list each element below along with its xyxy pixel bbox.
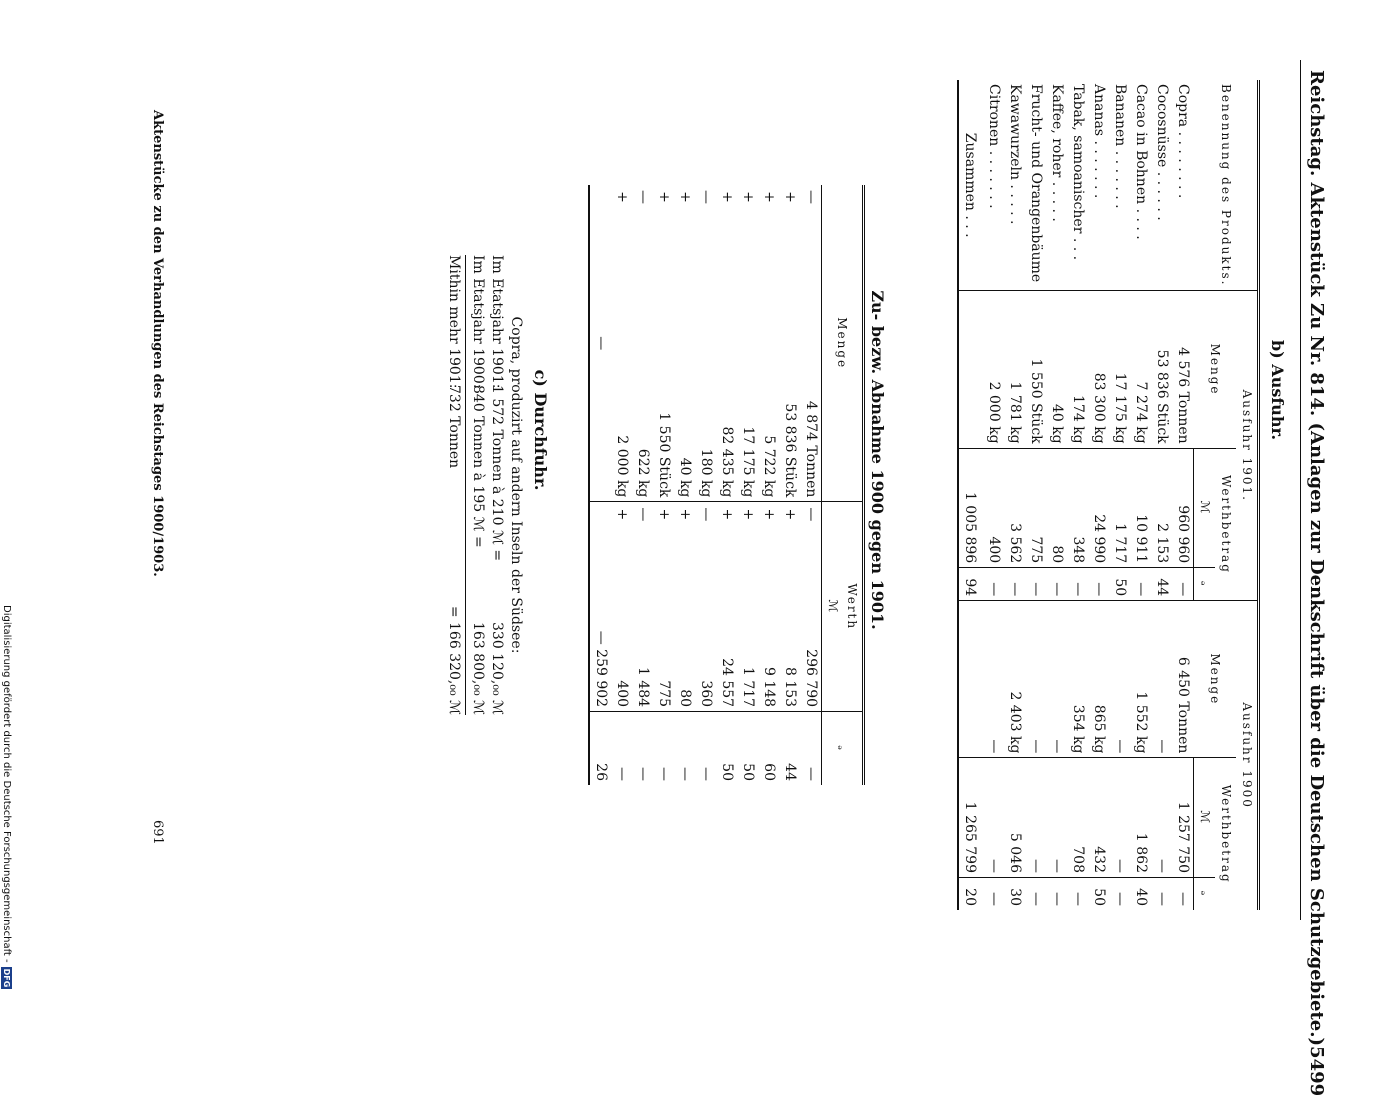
table-row xyxy=(983,80,1004,910)
value-pf-1900: — xyxy=(1151,878,1172,911)
table-row xyxy=(1109,80,1130,910)
value-change-mark: 80 xyxy=(677,689,693,708)
value-mark-1900: 1 257 750 xyxy=(1172,758,1194,878)
table-row xyxy=(1088,80,1109,910)
value-change-mark: 8 153 xyxy=(782,666,798,708)
quantity-1901: 40 kg xyxy=(1046,291,1067,448)
value-sign: + xyxy=(674,502,695,527)
transit-result-amount: = 166 320,₀₀ ℳ xyxy=(446,605,462,715)
product-name: Kawawurzeln . . . . . xyxy=(1007,84,1023,225)
value-pf-1901: — xyxy=(1004,568,1025,601)
quantity-1900: 6 450 Tonnen xyxy=(1172,601,1194,758)
empty-cell xyxy=(958,291,983,448)
quantity-1900: — xyxy=(983,601,1004,758)
value-mark-1900: — xyxy=(1046,758,1067,878)
export-table-body xyxy=(958,80,1194,910)
value-pf-1901: — xyxy=(1130,568,1151,601)
total-mark-1901: 1 005 896 xyxy=(958,448,983,568)
value-mark-1901: 960 960 xyxy=(1172,448,1194,568)
value-sign: + xyxy=(737,502,758,527)
transit-line-amount: 163 800,₀₀ ℳ xyxy=(470,622,486,715)
value-change-pf: — xyxy=(695,712,716,785)
value-change-mark: 1 484 xyxy=(635,666,651,708)
table-row xyxy=(758,185,779,785)
transit-line-label: Im Etatsjahr 1901: xyxy=(489,255,505,389)
quantity-change: 1 550 Stück xyxy=(656,412,672,498)
footer-page-number: 691 xyxy=(150,820,165,845)
group-1901: Ausfuhr 1901. xyxy=(1236,291,1259,601)
value-pf-1901: 50 xyxy=(1109,568,1130,601)
digitization-note xyxy=(0,605,14,995)
page-header xyxy=(1305,70,1327,1096)
value-change-pf: — xyxy=(632,712,653,785)
empty-cell xyxy=(958,601,983,758)
transit-line-calc: 840 Tonnen à 195 ℳ = xyxy=(470,385,486,548)
value-pf-1900: 30 xyxy=(1004,878,1025,911)
quantity-change: 82 435 kg xyxy=(719,426,735,498)
quantity-1901: 1 550 Stück xyxy=(1025,291,1046,448)
value-change-pf: 60 xyxy=(758,712,779,785)
quantity-change: 17 175 kg xyxy=(740,426,756,498)
value-mark-1900: 1 862 xyxy=(1130,758,1151,878)
product-name: Kaffee, roher . . . . . xyxy=(1049,84,1065,222)
transit-line xyxy=(487,255,506,715)
quantity-1900: — xyxy=(1025,601,1046,758)
value-change-mark: 296 790 xyxy=(803,649,819,708)
quantity-1900: 354 kg xyxy=(1067,601,1088,758)
quantity-change: 40 kg xyxy=(677,457,693,498)
total-pf-1900: 20 xyxy=(958,878,983,911)
value-mark-1901: 80 xyxy=(1046,448,1067,568)
section-title-change: Zu- bezw. Abnahme 1900 gegen 1901. xyxy=(868,290,887,630)
col-menge-1900: Menge xyxy=(1194,601,1237,758)
quantity-sign: — xyxy=(635,190,651,204)
table-row xyxy=(1025,80,1046,910)
total-pf-1901: 94 xyxy=(958,568,983,601)
section-title-export: b) Ausfuhr. xyxy=(1268,339,1287,441)
product-name: Ananas . . . . . . . xyxy=(1091,84,1107,199)
table-row xyxy=(1067,80,1088,910)
total-quantity-change: — xyxy=(593,336,609,351)
change-unit-mark: ℳ xyxy=(826,599,840,615)
value-mark-1900: — xyxy=(1025,758,1046,878)
value-pf-1900: 50 xyxy=(1088,878,1109,911)
table-row xyxy=(1172,80,1194,910)
col-menge-1901: Menge xyxy=(1194,291,1237,448)
total-row xyxy=(589,185,611,785)
value-mark-1901: 775 xyxy=(1025,448,1046,568)
group-1900: Ausfuhr 1900 xyxy=(1236,601,1259,910)
quantity-1900: 865 kg xyxy=(1088,601,1109,758)
value-sign: — xyxy=(800,502,822,527)
quantity-change: 2 000 kg xyxy=(614,435,630,498)
value-change-pf: 44 xyxy=(779,712,800,785)
table-row xyxy=(695,185,716,785)
value-mark-1901: 10 911 xyxy=(1130,448,1151,568)
transit-block xyxy=(444,255,525,715)
col-change-menge: Menge xyxy=(822,185,864,502)
value-change-mark: 775 xyxy=(656,680,672,708)
value-mark-1901: 3 562 xyxy=(1004,448,1025,568)
quantity-sign: + xyxy=(761,191,777,203)
value-change-mark: 400 xyxy=(614,680,630,708)
digitization-text: Digitalisierung gefördert durch die Deutsche Forschungsgemeinschaft - xyxy=(1,605,13,963)
table-row xyxy=(1004,80,1025,910)
value-pf-1900: — xyxy=(1046,878,1067,911)
value-pf-1901: — xyxy=(983,568,1004,601)
value-mark-1900: — xyxy=(1109,758,1130,878)
value-change-pf: — xyxy=(653,712,674,785)
table-row xyxy=(800,185,822,785)
quantity-change: 4 874 Tonnen xyxy=(803,400,819,498)
quantity-sign: + xyxy=(740,191,756,203)
quantity-sign: — xyxy=(803,190,819,204)
change-table xyxy=(588,185,865,785)
value-sign: + xyxy=(758,502,779,527)
transit-line xyxy=(468,255,487,715)
quantity-1900: 1 552 kg xyxy=(1130,601,1151,758)
quantity-1900: 2 403 kg xyxy=(1004,601,1025,758)
table-row xyxy=(737,185,758,785)
product-name: Bananen . . . . . . . xyxy=(1112,84,1128,209)
value-change-pf: — xyxy=(800,712,822,785)
value-mark-1900: 5 046 xyxy=(1004,758,1025,878)
unit-mark-1900: ℳ xyxy=(1194,758,1216,878)
unit-mark-1901: ℳ xyxy=(1194,448,1216,568)
col-werth-1900: Werthbetrag xyxy=(1215,758,1236,910)
value-pf-1901: — xyxy=(1046,568,1067,601)
transit-line-calc: 1 572 Tonnen à 210 ℳ = xyxy=(489,385,505,562)
quantity-sign: — xyxy=(698,190,714,204)
table-row xyxy=(653,185,674,785)
transit-result-qty: 732 Tonnen xyxy=(446,385,462,469)
value-pf-1900: — xyxy=(1025,878,1046,911)
value-change-pf: 50 xyxy=(737,712,758,785)
quantity-1900: — xyxy=(1046,601,1067,758)
quantity-change: 180 kg xyxy=(698,448,714,498)
unit-pf-1901: ₔ xyxy=(1194,568,1216,601)
product-name: Frucht- und Orangenbäume xyxy=(1028,84,1044,283)
value-mark-1901: 1 717 xyxy=(1109,448,1130,568)
total-label: Zusammen . . . xyxy=(962,132,978,238)
quantity-change: 5 722 kg xyxy=(761,435,777,498)
dfg-logo: DFG xyxy=(2,968,12,988)
col-product: Benennung des Produkts. xyxy=(1218,84,1233,287)
table-row xyxy=(716,185,737,785)
value-sign: + xyxy=(779,502,800,527)
value-mark-1900: — xyxy=(983,758,1004,878)
quantity-sign: + xyxy=(614,191,630,203)
value-change-mark: 9 148 xyxy=(761,666,777,708)
table-row xyxy=(779,185,800,785)
section-title-transit: c) Durchfuhr. xyxy=(531,369,550,491)
transit-line-amount: 330 120,₀₀ ℳ xyxy=(489,622,505,715)
value-pf-1900: — xyxy=(1067,878,1088,911)
value-mark-1900: 432 xyxy=(1088,758,1109,878)
table-row xyxy=(611,185,632,785)
document-page xyxy=(45,0,1345,1096)
quantity-1901: 2 000 kg xyxy=(983,291,1004,448)
col-change-werth: Werth xyxy=(845,583,859,631)
value-pf-1901: — xyxy=(1025,568,1046,601)
quantity-change: 53 836 Stück xyxy=(782,403,798,498)
value-change-mark: 1 717 xyxy=(740,666,756,708)
value-sign: + xyxy=(653,502,674,527)
footer-series-title: Aktenstücke zu den Verhandlungen des Reichstages 1900/1903. xyxy=(150,110,165,577)
table-row xyxy=(1046,80,1067,910)
col-change-werth-mark xyxy=(822,502,864,712)
value-pf-1900: — xyxy=(983,878,1004,911)
header-page-number: 5499 xyxy=(1306,1046,1327,1096)
product-name: Cacao in Bohnen . . . . xyxy=(1133,84,1149,240)
table-row xyxy=(632,185,653,785)
transit-line-label: Im Etatsjahr 1900: xyxy=(470,255,486,389)
value-pf-1901: — xyxy=(1067,568,1088,601)
value-pf-1900: — xyxy=(1109,878,1130,911)
quantity-1901: 53 836 Stück xyxy=(1151,291,1172,448)
value-pf-1900: — xyxy=(1172,878,1194,911)
quantity-1901: 174 kg xyxy=(1067,291,1088,448)
quantity-1900: — xyxy=(1109,601,1130,758)
product-name: Citronen . . . . . . . xyxy=(986,84,1002,209)
quantity-1901: 1 781 kg xyxy=(1004,291,1025,448)
quantity-1901: 17 175 kg xyxy=(1109,291,1130,448)
value-pf-1901: 44 xyxy=(1151,568,1172,601)
quantity-sign: + xyxy=(719,191,735,203)
quantity-sign: + xyxy=(677,191,693,203)
total-value-change-pf: 26 xyxy=(589,712,611,785)
table-row xyxy=(1151,80,1172,910)
total-row xyxy=(958,80,983,910)
value-mark-1900: 708 xyxy=(1067,758,1088,878)
transit-result-label: Mithin mehr 1901: xyxy=(446,255,462,389)
table-row xyxy=(1130,80,1151,910)
transit-intro: Copra, produzirt auf andern Inseln der Südsee: xyxy=(508,316,524,654)
quantity-1901: 7 274 kg xyxy=(1130,291,1151,448)
total-mark-1900: 1 265 799 xyxy=(958,758,983,878)
value-mark-1901: 348 xyxy=(1067,448,1088,568)
value-change-mark: 24 557 xyxy=(719,658,735,708)
quantity-change: 622 kg xyxy=(635,448,651,498)
table-row xyxy=(674,185,695,785)
quantity-sign: + xyxy=(782,191,798,203)
header-rule xyxy=(1300,60,1301,920)
value-sign: — xyxy=(695,502,716,527)
value-sign: — xyxy=(632,502,653,527)
value-mark-1901: 24 990 xyxy=(1088,448,1109,568)
unit-pf-1900: ₔ xyxy=(1194,878,1216,911)
transit-result xyxy=(444,255,463,715)
total-value-change-mark: — 259 902 xyxy=(589,502,611,712)
value-change-pf: — xyxy=(611,712,632,785)
value-change-mark: 360 xyxy=(698,680,714,708)
quantity-1900: — xyxy=(1151,601,1172,758)
product-name: Copra . . . . . . . . xyxy=(1175,84,1192,199)
value-sign: + xyxy=(611,502,632,527)
value-mark-1901: 400 xyxy=(983,448,1004,568)
change-table-body xyxy=(589,185,822,785)
value-pf-1901: — xyxy=(1172,568,1194,601)
value-mark-1900: — xyxy=(1151,758,1172,878)
quantity-1901: 83 300 kg xyxy=(1088,291,1109,448)
quantity-1901: 4 576 Tonnen xyxy=(1172,291,1194,448)
value-mark-1901: 2 153 xyxy=(1151,448,1172,568)
quantity-sign: + xyxy=(656,191,672,203)
col-werth-1901: Werthbetrag xyxy=(1215,448,1236,601)
value-change-pf: — xyxy=(674,712,695,785)
value-pf-1901: — xyxy=(1088,568,1109,601)
product-name: Tabak, samoanischer . . . xyxy=(1070,84,1086,261)
value-pf-1900: 40 xyxy=(1130,878,1151,911)
change-unit-pf: ₔ xyxy=(822,712,864,785)
value-change-pf: 50 xyxy=(716,712,737,785)
value-sign: + xyxy=(716,502,737,527)
header-title: Reichstag. Aktenstück Zu Nr. 814. (Anlagen zur Denkschrift über die Deutschen Schutzgebiete.) xyxy=(1306,70,1327,1047)
transit-rule xyxy=(465,255,466,715)
export-table xyxy=(957,80,1260,910)
product-name: Cocosnüsse . . . . . . xyxy=(1154,84,1170,221)
